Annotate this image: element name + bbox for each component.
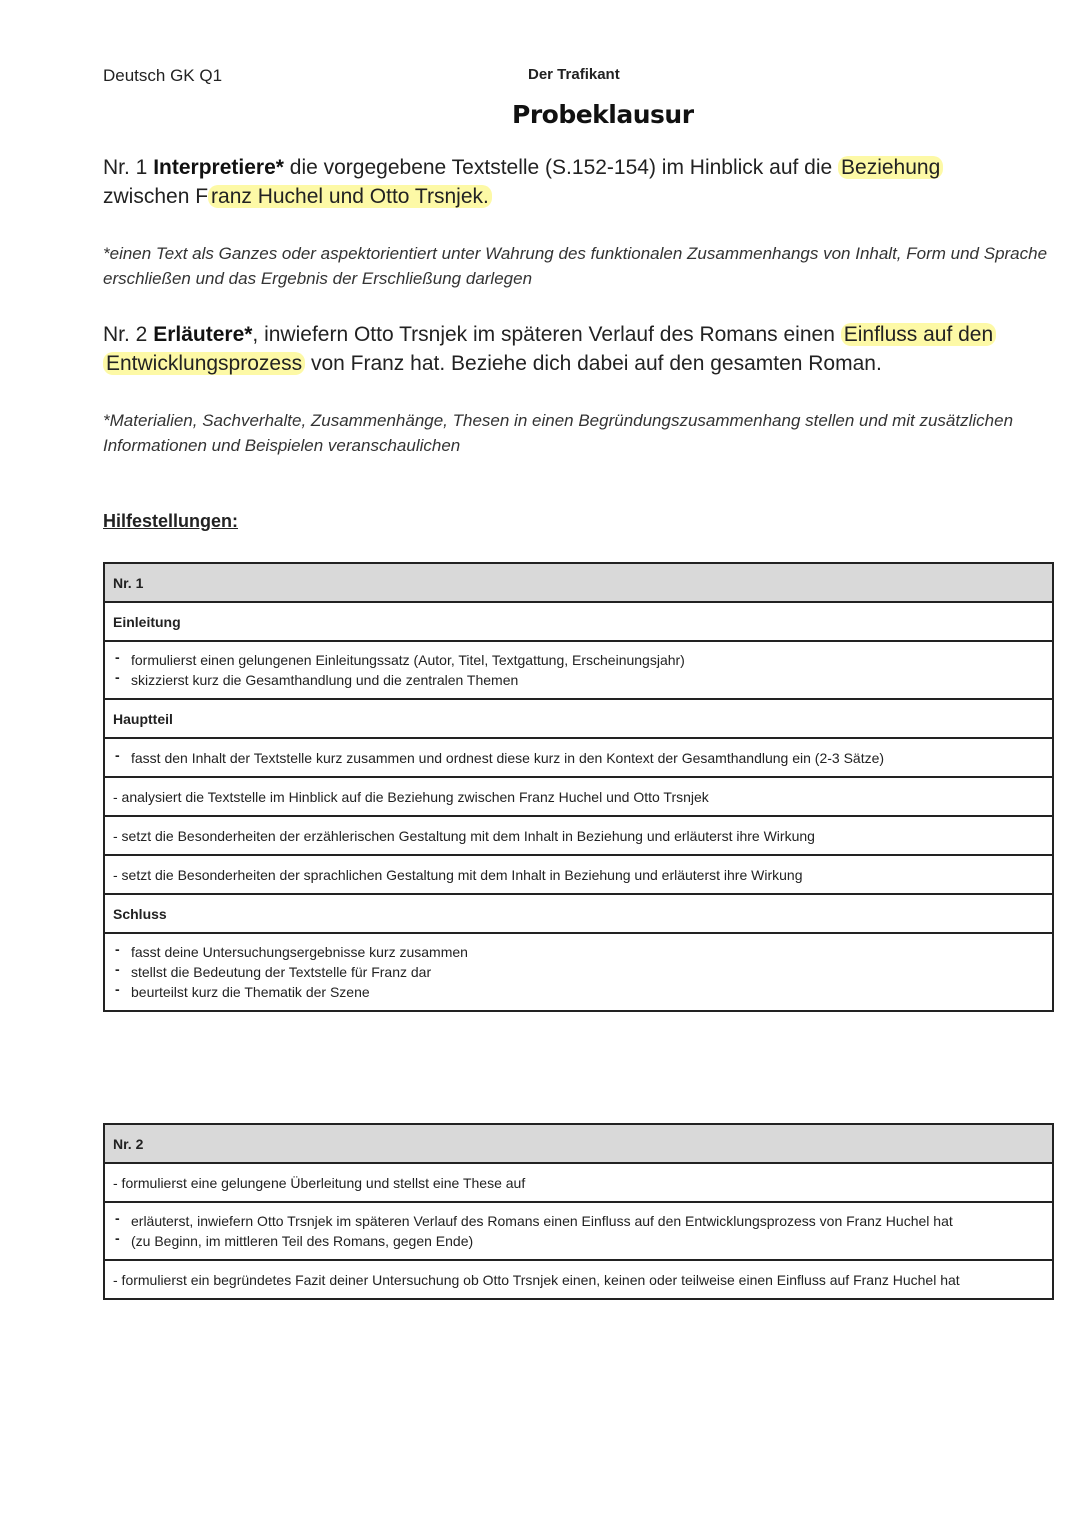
list-item: - stellst die Bedeutung der Textstelle für Franz dar — [113, 962, 1044, 982]
task-2-highlight-b: Entwicklungsprozess — [103, 352, 305, 375]
subject-label: Der Trafikant — [528, 66, 620, 83]
list-item: - erläuterst, inwiefern Otto Trsnjek im späteren Verlauf des Romans einen Einfluss auf den Entwicklungsprozess von Franz Huchel hat — [113, 1211, 1044, 1231]
hauptteil-item — [104, 738, 1053, 777]
task-1-note: *einen Text als Ganzes oder aspektorientiert unter Wahrung des funktionalen Zusammenhangs von Inhalt, Form und Sprache erschließen und das Ergebnis der Erschließung darlegen — [103, 244, 1048, 288]
task-1-number: Nr. 1 — [103, 156, 148, 179]
task-2-number: Nr. 2 — [103, 323, 148, 346]
list-item: - fasst deine Untersuchungsergebnisse kurz zusammen — [113, 942, 1044, 962]
table-row: - setzt die Besonderheiten der sprachlichen Gestaltung mit dem Inhalt in Beziehung und erläuterst ihre Wirkung — [104, 855, 1053, 894]
task-2-text-a: , inwiefern Otto Trsnjek im späteren Verlauf des Romans einen — [252, 323, 835, 346]
list-item: - beurteilst kurz die Thematik der Szene — [113, 982, 1044, 1002]
rubric-table-2 — [103, 1123, 1054, 1300]
rubric-table-1 — [103, 562, 1054, 1012]
task-1-text-a: die vorgegebene Textstelle (S.152-154) im Hinblick auf die — [289, 156, 833, 179]
course-label: Deutsch GK Q1 — [103, 66, 223, 85]
table-1-title: Nr. 1 — [104, 563, 1053, 602]
list-item: - fasst den Inhalt der Textstelle kurz zusammen und ordnest diese kurz in den Kontext der Gesamthandlung ein (2-3 Sätze) — [113, 748, 1044, 768]
list-item: - formulierst einen gelungenen Einleitungssatz (Autor, Titel, Textgattung, Erscheinungsjahr) — [113, 650, 1044, 670]
task-1-text-b: zwischen F — [103, 185, 209, 208]
table-row: - analysiert die Textstelle im Hinblick auf die Beziehung zwischen Franz Huchel und Otto Trsnjek — [104, 777, 1053, 816]
task-2 — [103, 320, 1043, 378]
task-1 — [103, 153, 1043, 211]
schluss-items — [104, 933, 1053, 1011]
einleitung-items — [104, 641, 1053, 699]
task-2-note: *Materialien, Sachverhalte, Zusammenhänge, Thesen in einen Begründungszusammenhang stellen und mit zusätzlichen Informationen und Beispielen veranschaulichen — [103, 411, 1014, 455]
task-2-text-b: von Franz hat. Beziehe dich dabei auf den gesamten Roman. — [310, 352, 882, 375]
table-row: - formulierst eine gelungene Überleitung und stellst eine These auf — [104, 1163, 1053, 1202]
page-title: Probeklausur — [512, 100, 694, 129]
table-row: - setzt die Besonderheiten der erzählerischen Gestaltung mit dem Inhalt in Beziehung und erläuterst ihre Wirkung — [104, 816, 1053, 855]
section-schluss: Schluss — [104, 894, 1053, 933]
task-2-operator: Erläutere* — [153, 323, 253, 346]
table-2-title: Nr. 2 — [104, 1124, 1053, 1163]
list-item: - (zu Beginn, im mittleren Teil des Romans, gegen Ende) — [113, 1231, 1044, 1251]
table-2-items — [104, 1202, 1053, 1260]
help-heading: Hilfestellungen: — [103, 511, 239, 531]
list-item: - skizzierst kurz die Gesamthandlung und die zentralen Themen — [113, 670, 1044, 690]
table-row: - formulierst ein begründetes Fazit deiner Untersuchung ob Otto Trsnjek einen, keinen oder teilweise einen Einfluss auf Franz Huchel hat — [104, 1260, 1053, 1299]
task-2-highlight-a: Einfluss auf den — [841, 323, 996, 346]
task-1-highlight-a: Beziehung — [838, 156, 943, 179]
section-hauptteil: Hauptteil — [104, 699, 1053, 738]
task-1-highlight-b: ranz Huchel und Otto Trsnjek. — [208, 185, 492, 208]
task-1-operator: Interpretiere* — [153, 156, 284, 179]
section-einleitung: Einleitung — [104, 602, 1053, 641]
